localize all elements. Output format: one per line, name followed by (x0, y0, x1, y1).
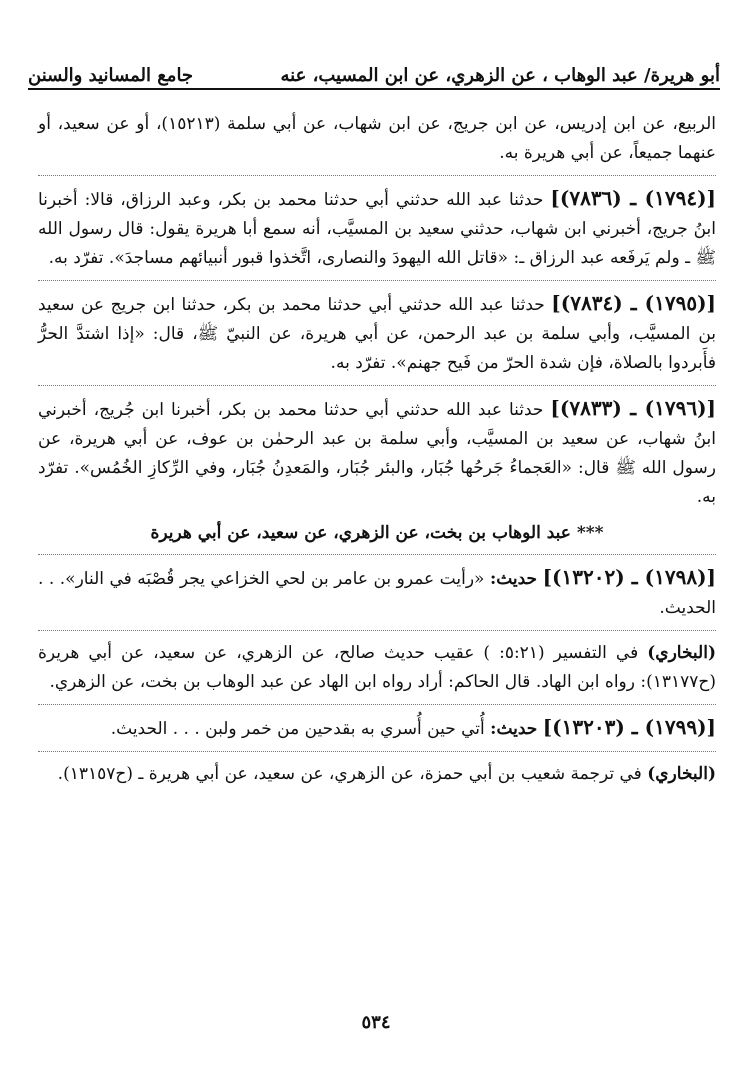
hadith-1796 (38, 394, 716, 512)
page-number: ٥٣٤ (361, 1012, 391, 1033)
hadith-number-1799: [(١٧٩٩) ـ (١٣٢٠٣)] (542, 715, 716, 739)
hadith-text-1795: حدثنا عبد الله حدثني أبي حدثنا محمد بن بكر، حدثنا ابن جريج عن سعيد بن المسيَّب، وأبي سلمة بن عبد الرحمن، عن أبي هريرة، عن النبيّ ﷺ، قال: «إذا اشتدَّ الحرُّ فأَبردوا بالصلاة، فإن شدة الحرّ من فَيح جهنم». تفرّد به. (38, 295, 716, 373)
hadith-1795 (38, 289, 716, 378)
hadith-1794 (38, 184, 716, 273)
divider (38, 751, 716, 752)
hadith-number-1795: [(١٧٩٥) ـ (٧٨٣٤)] (551, 291, 716, 315)
intro-text: الربيع، عن ابن إدريس، عن ابن جريج، عن ابن شهاب، عن أبي سلمة (١٥٢١٣)، أو عن سعيد، أو عنهما جميعاً، عن أبي هريرة به. (38, 114, 717, 163)
header-book-title: جامع المسانيد والسنن (28, 65, 194, 86)
bukhari-text-1798: في التفسير (٥:٢١: ) عقيب حديث صالح، عن الزهري، عن سعيد، عن أبي هريرة (ح١٣١٧٧): رواه ابن الهاد. قال الحاكم: أراد رواه ابن الهاد عن عبد الوهاب بن بخت، عن الزهري. (38, 643, 716, 692)
bukhari-note-1799 (38, 760, 716, 789)
hadith-text-1798: «رأيت عمرو بن عامر بن لحي الخزاعي يجر قُصْبَه في النار». . . الحديث. (38, 569, 716, 618)
divider (38, 280, 716, 281)
hadith-label-1799: حديث: (490, 719, 538, 739)
hadith-1799 (38, 713, 716, 744)
header-rule (28, 88, 720, 90)
intro-paragraph (38, 110, 716, 168)
running-header (28, 52, 720, 86)
hadith-label-1798: حديث: (489, 569, 538, 589)
header-chapter-title: أبو هريرة/ عبد الوهاب ، عن الزهري، عن ابن المسيب، عنه (280, 65, 720, 86)
hadith-1798 (38, 563, 716, 623)
divider (38, 554, 716, 555)
bukhari-note-1798 (38, 639, 716, 697)
hadith-number-1794: [(١٧٩٤) ـ (٧٨٣٦)] (550, 186, 717, 210)
bukhari-label-1799: (البخاري) (647, 764, 716, 784)
hadith-text-1799: أُتي حين أُسري به بقدحين من خمر ولبن . . . الحديث. (110, 719, 485, 739)
divider (38, 704, 716, 705)
hadith-number-1796: [(١٧٩٦) ـ (٧٨٣٣)] (550, 396, 717, 420)
bukhari-text-1799: في ترجمة شعيب بن أبي حمزة، عن الزهري، عن سعيد، عن أبي هريرة ـ (ح١٣١٥٧). (57, 764, 642, 784)
hadith-number-1798: [(١٧٩٨) ـ (١٣٢٠٢)] (542, 565, 717, 589)
divider (38, 630, 716, 631)
divider (38, 385, 716, 386)
hadith-text-1794: حدثنا عبد الله حدثني أبي حدثنا محمد بن بكر، وعبد الرزاق، قالا: أخبرنا ابنُ جريج، أخبرني ابن شهاب، حدثني سعيد بن المسيَّب، أنه سمع أبا هريرة يقول: قال رسول الله ﷺ ـ ولم يَرفَعه عبد الرزاق ـ: «قاتل الله اليهودَ والنصارى، اتَّخذوا قبور أنبيائهم مساجدَ». تفرّد به. (38, 190, 716, 268)
hadith-text-1796: حدثنا عبد الله حدثني أبي حدثنا محمد بن بكر، أخبرنا ابن جُريج، أخبرني ابنُ شهاب، عن سعيد بن المسيَّب، وأبي سلمة بن عبد الرحمٰن بن عوف، عن أبي هريرة، عن رسول الله ﷺ قال: «العَجماءُ جَرحُها جُبَار، والبئر جُبَار، والمَعدِنُ جُبَار، وفي الرِّكازِ الخُمُس». تفرّد به. (38, 400, 716, 507)
bukhari-label-1798: (البخاري) (647, 643, 717, 663)
section-title: *** عبد الوهاب بن بخت، عن الزهري، عن سعيد، عن أبي هريرة (150, 523, 604, 543)
page-body (38, 110, 716, 796)
divider (38, 175, 716, 176)
